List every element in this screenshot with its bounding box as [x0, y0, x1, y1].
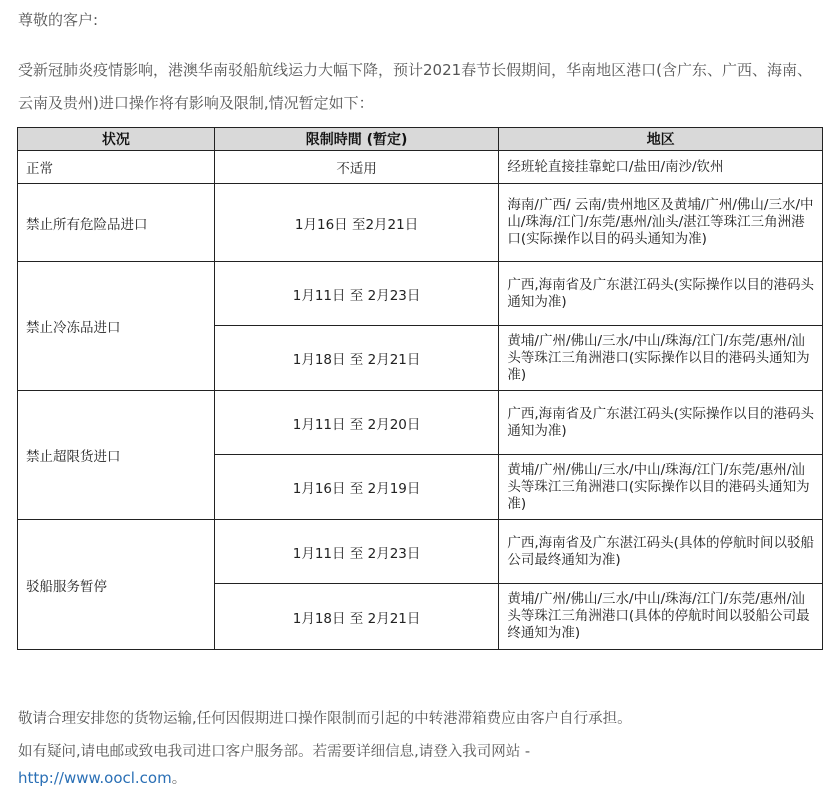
header-period: 限制時間 (暂定) — [214, 128, 499, 151]
header-status: 状况 — [18, 128, 215, 151]
region-cell: 黄埔/广州/佛山/三水/中山/珠海/江门/东莞/惠州/汕头等珠江三角洲港口(具体的停航时间以驳船公司最终通知为准) — [499, 584, 823, 650]
restriction-table — [17, 127, 823, 650]
footer-contact: 如有疑问,请电邮或致电我司进口客户服务部。若需要详细信息,请登入我司网站 - — [18, 744, 531, 760]
table-row — [18, 184, 823, 262]
status-cell: 禁止冷冻品进口 — [18, 262, 215, 391]
period-cell: 1月18日 至 2月21日 — [214, 584, 499, 650]
region-cell: 广西,海南省及广东湛江码头(具体的停航时间以驳船公司最终通知为准) — [499, 520, 823, 584]
period-cell: 1月16日 至2月21日 — [214, 184, 499, 262]
period-cell: 1月16日 至 2月19日 — [214, 455, 499, 520]
table-row — [18, 391, 823, 455]
region-cell: 海南/广西/ 云南/贵州地区及黄埔/广州/佛山/三水/中山/珠海/江门/东莞/惠州/汕头/湛江等珠江三角洲港口(实际操作以目的码头通知为准) — [499, 184, 823, 262]
region-cell: 广西,海南省及广东湛江码头(实际操作以目的港码头通知为准) — [499, 391, 823, 455]
header-region: 地区 — [499, 128, 823, 151]
region-cell: 黄埔/广州/佛山/三水/中山/珠海/江门/东莞/惠州/汕头等珠江三角洲港口(实际操作以目的港码头通知为准) — [499, 326, 823, 391]
region-cell: 经班轮直接挂靠蛇口/盐田/南沙/钦州 — [499, 151, 823, 184]
period-cell: 1月11日 至 2月23日 — [214, 520, 499, 584]
intro-paragraph: 受新冠肺炎疫情影响，港澳华南驳船航线运力大幅下降，预计2021春节长假期间，华南地区港口(含广东、广西、海南、云南及贵州)进口操作将有影响及限制,情况暂定如下： — [18, 61, 813, 112]
table-row — [18, 520, 823, 584]
status-cell: 禁止所有危险品进口 — [18, 184, 215, 262]
period-cell: 1月11日 至 2月23日 — [214, 262, 499, 326]
status-cell: 正常 — [18, 151, 215, 184]
status-cell: 禁止超限货进口 — [18, 391, 215, 520]
greeting: 尊敬的客户: — [18, 11, 99, 29]
table-row — [18, 151, 823, 184]
table-row — [18, 262, 823, 326]
period-cell: 不适用 — [214, 151, 499, 184]
footer-disclaimer: 敬请合理安排您的货物运输,任何因假期进口操作限制而引起的中转港滞箱费应由客户自行承担。 — [18, 711, 632, 727]
region-cell: 黄埔/广州/佛山/三水/中山/珠海/江门/东莞/惠州/汕头等珠江三角洲港口(实际操作以目的港码头通知为准) — [499, 455, 823, 520]
table-header-row — [18, 128, 823, 151]
period-cell: 1月18日 至 2月21日 — [214, 326, 499, 391]
link-suffix: 。 — [171, 771, 187, 787]
website-link[interactable]: http://www.oocl.com — [18, 769, 172, 787]
region-cell: 广西,海南省及广东湛江码头(实际操作以目的港码头通知为准) — [499, 262, 823, 326]
period-cell: 1月11日 至 2月20日 — [214, 391, 499, 455]
status-cell: 驳船服务暂停 — [18, 520, 215, 650]
footer-link-line — [18, 767, 818, 788]
